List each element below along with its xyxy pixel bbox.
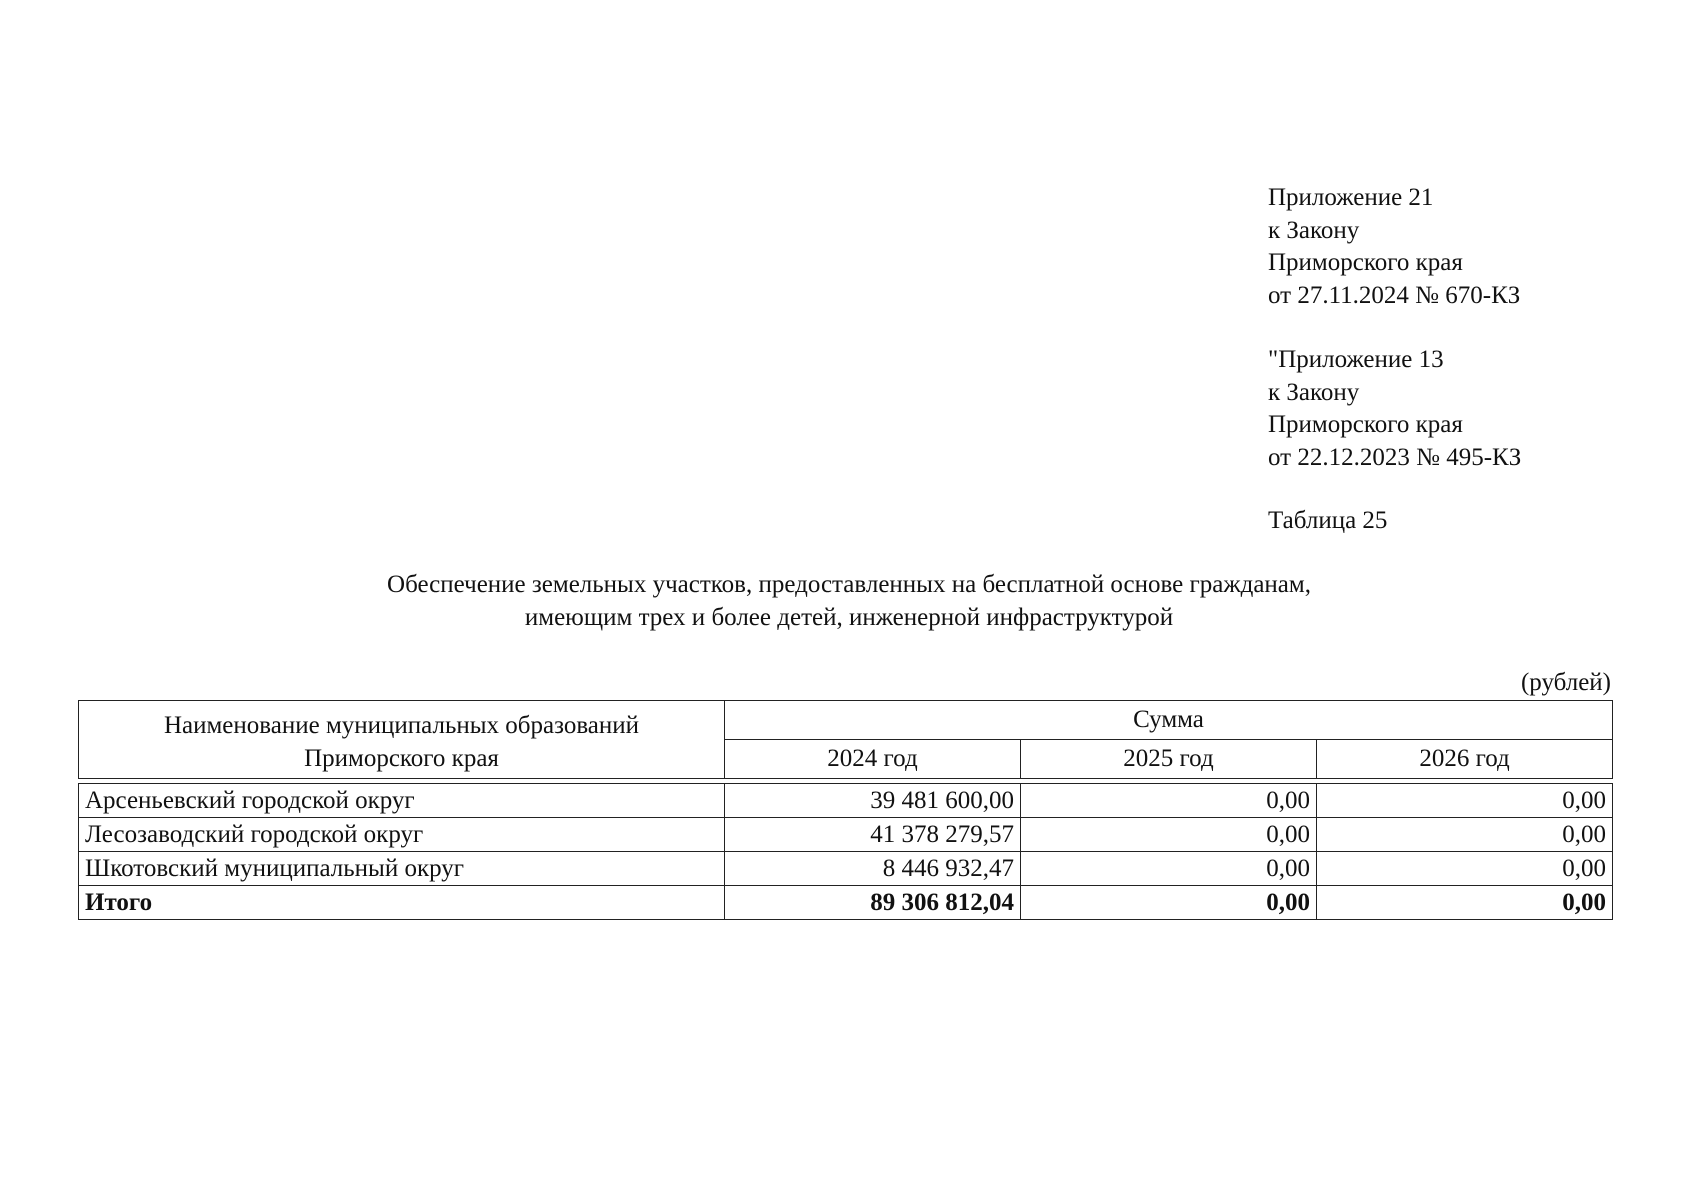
- municipality-name: Лесозаводский городской округ: [79, 818, 725, 852]
- amount-cell: 0,00: [1021, 784, 1317, 818]
- amount-cell: 0,00: [1021, 818, 1317, 852]
- header-municipality-line: Наименование муниципальных образований: [163, 711, 640, 739]
- annex-line: к Закону: [1268, 216, 1360, 244]
- title-line: имеющим трех и более детей, инженерной инфраструктурой: [524, 603, 1174, 631]
- original-annex-line: Приморского края: [1268, 411, 1463, 438]
- amount-cell: 0,00: [1021, 852, 1317, 886]
- amount-cell: 41 378 279,57: [725, 818, 1021, 852]
- annex-reference: [1268, 182, 1648, 312]
- document-title: [0, 569, 1698, 634]
- header-municipality: [79, 701, 725, 779]
- annex-line: Приморского края: [1268, 249, 1463, 276]
- table-row: [79, 818, 1613, 852]
- annex-line: от 27.11.2024 № 670-КЗ: [1268, 281, 1521, 309]
- header-year: 2024 год: [725, 740, 1021, 779]
- total-label: Итого: [79, 886, 725, 920]
- amount-cell: 0,00: [1317, 818, 1613, 852]
- amount-cell: 0,00: [1317, 852, 1613, 886]
- total-row: [79, 886, 1613, 920]
- funding-table: [78, 700, 1613, 920]
- original-annex-reference: [1268, 344, 1648, 474]
- header-year: 2026 год: [1317, 740, 1613, 779]
- total-amount-cell: 89 306 812,04: [725, 886, 1021, 920]
- header-municipality-line: Приморского края: [304, 744, 499, 772]
- amount-cell: 0,00: [1317, 784, 1613, 818]
- municipality-name: Шкотовский муниципальный округ: [79, 852, 725, 886]
- original-annex-line: от 22.12.2023 № 495-КЗ: [1268, 443, 1522, 471]
- amount-cell: 8 446 932,47: [725, 852, 1021, 886]
- original-annex-line: к Закону: [1268, 378, 1360, 406]
- header-sum: Сумма: [725, 701, 1613, 740]
- table-label: [1268, 505, 1648, 538]
- title-line: Обеспечение земельных участков, предоставленных на бесплатной основе гражданам,: [387, 571, 1311, 598]
- amount-cell: 39 481 600,00: [725, 784, 1021, 818]
- annex-line: Приложение 21: [1268, 184, 1434, 211]
- table-row: [79, 784, 1613, 818]
- header-year: 2025 год: [1021, 740, 1317, 779]
- unit-label: (рублей): [1520, 669, 1611, 696]
- total-amount-cell: 0,00: [1021, 886, 1317, 920]
- total-amount-cell: 0,00: [1317, 886, 1613, 920]
- table-label-text: Таблица 25: [1268, 507, 1388, 534]
- original-annex-line: "Приложение 13: [1268, 346, 1444, 373]
- municipality-name: Арсеньевский городской округ: [79, 784, 725, 818]
- table-row: [79, 852, 1613, 886]
